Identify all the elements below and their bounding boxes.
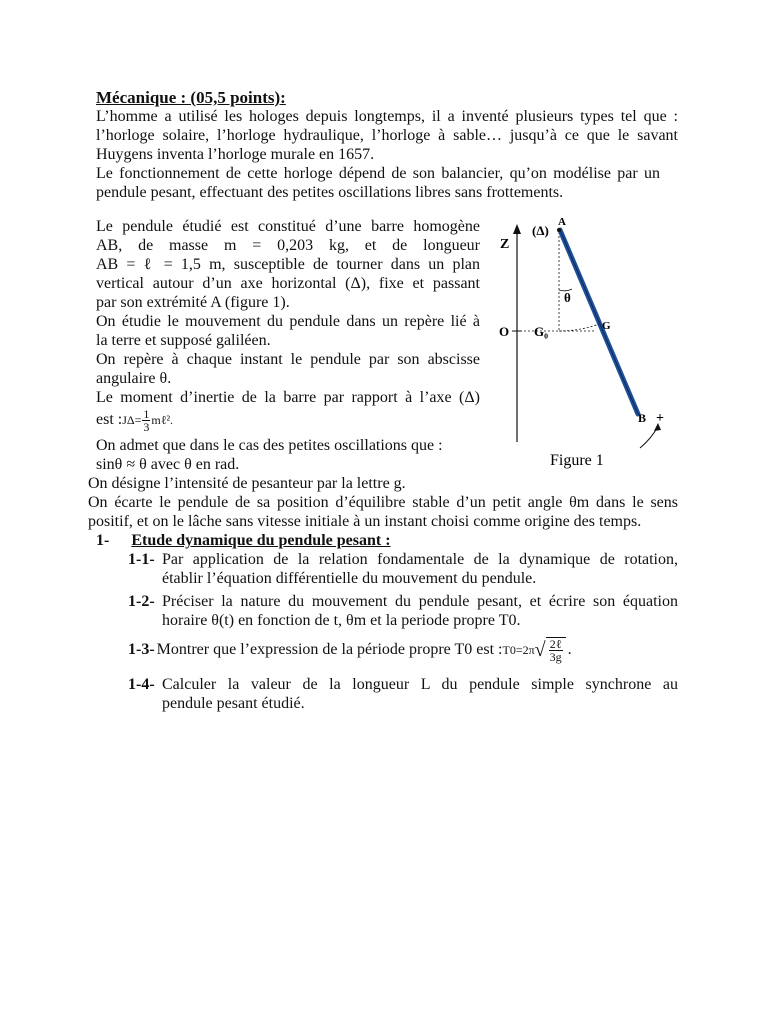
- sqrt-sign: √: [534, 639, 546, 661]
- period-formula-end: .: [567, 641, 572, 658]
- question-1-1-number: 1-1-: [128, 551, 155, 568]
- desc-line-8: On repère à chaque instant le pendule par son abscisse: [96, 351, 480, 368]
- figure-1: [490, 210, 690, 480]
- section-title: Mécanique : (05,5 points):: [96, 88, 286, 107]
- label-plus: +: [656, 411, 664, 426]
- inertia-denominator: 3: [143, 419, 150, 434]
- label-theta: θ: [564, 290, 571, 305]
- question-1-2-line-1: Préciser la nature du mouvement du pendule pesant, et écrire son équation: [162, 593, 678, 610]
- intro-line-4: Le fonctionnement de cette horloge dépend de son balancier, qu’on modélise par un: [96, 165, 660, 182]
- desc-line-3: AB = ℓ = 1,5 m, susceptible de tourner dans un plan: [96, 256, 480, 273]
- inertia-numerator: 1: [143, 406, 150, 421]
- period-fraction: [549, 638, 563, 663]
- desc-line-6: On étudie le mouvement du pendule dans un repère lié à: [96, 313, 480, 330]
- question-1-4-line-2: pendule pesant étudié.: [162, 695, 305, 712]
- approx-line-2: sinθ ≈ θ avec θ en rad.: [96, 456, 240, 473]
- figure-caption: Figure 1: [550, 452, 604, 469]
- label-o: O: [499, 324, 510, 339]
- g-arc: [559, 324, 599, 331]
- label-a: A: [558, 216, 566, 228]
- period-denominator: 3g: [549, 650, 562, 664]
- inertia-prefix: est :: [96, 411, 123, 428]
- period-numerator: 2ℓ: [549, 637, 562, 651]
- question-1-3-text: Montrer que l’expression de la période propre T0 est :: [156, 641, 503, 658]
- question-1-1-line-1: Par application de la relation fondamentale de la dynamique de rotation,: [162, 551, 678, 568]
- question-1-1-line-2: établir l’équation différentielle du mouvement du pendule.: [162, 570, 537, 587]
- heading-number: 1-: [96, 532, 110, 549]
- question-1-4-number: 1-4-: [128, 676, 155, 693]
- inertia-lhs: JΔ=: [122, 413, 142, 427]
- pendulum-bar-edge: [560, 230, 638, 414]
- sqrt-content: [546, 637, 566, 663]
- inertia-rhs: mℓ².: [151, 413, 174, 427]
- after-line-1: On désigne l’intensité de pesanteur par la lettre g.: [88, 475, 406, 492]
- label-b: B: [638, 411, 647, 425]
- desc-line-9: angulaire θ.: [96, 370, 172, 387]
- question-1-3: [128, 630, 572, 670]
- after-line-2: On écarte le pendule de sa position d’équilibre stable d’un petit angle θm dans le sens: [88, 494, 678, 511]
- intro-line-2: l’horloge solaire, l’horloge hydraulique, l’horloge à sable… jusqu’à ce que le savant: [96, 127, 678, 144]
- approx-line-1: On admet que dans le cas des petites oscillations que :: [96, 437, 443, 454]
- desc-line-5: par son extrémité A (figure 1).: [96, 294, 290, 311]
- intro-line-5: pendule pesant, effectuant des petites oscillations libres sans frottements.: [96, 184, 564, 201]
- label-g: G: [602, 320, 611, 332]
- pivot-point: [557, 228, 561, 232]
- label-z: Z: [500, 237, 510, 252]
- question-1-3-number: 1-3-: [128, 641, 155, 658]
- question-1-4-line-1: Calculer la valeur de la longueur L du pendule simple synchrone au: [162, 676, 678, 693]
- question-1-2-number: 1-2-: [128, 593, 155, 610]
- question-heading: [96, 532, 391, 550]
- z-axis-arrow: [513, 224, 521, 234]
- intro-line-3: Huygens inventa l’horloge murale en 1657.: [96, 146, 375, 163]
- desc-line-4: vertical autour d’un axe horizontal (Δ), fixe et passant: [96, 275, 480, 292]
- desc-line-10: Le moment d’inertie de la barre par rapport à l’axe (Δ): [96, 389, 480, 406]
- label-delta: (Δ): [532, 223, 549, 238]
- inertia-fraction: [142, 408, 150, 433]
- intro-line-1: L’homme a utilisé les hologes depuis longtemps, il a inventé plusieurs types tel que :: [96, 108, 678, 125]
- heading-text: Etude dynamique du pendule pesant :: [131, 532, 391, 549]
- desc-line-1: Le pendule étudié est constitué d’une barre homogène: [96, 218, 480, 235]
- period-formula-lhs: T0=2π: [502, 643, 535, 657]
- label-g0: G₀: [534, 324, 549, 339]
- question-1-2-line-2: horaire θ(t) en fonction de t, θm et la periode propre T0.: [162, 612, 521, 629]
- after-line-3: positif, et on le lâche sans vitesse initiale à un instant choisi comme origine des temps.: [88, 513, 642, 530]
- desc-line-7: la terre et supposé galiléen.: [96, 332, 271, 349]
- inertia-formula: [96, 403, 173, 437]
- desc-line-2: AB, de masse m = 0,203 kg, et de longueur: [96, 237, 480, 254]
